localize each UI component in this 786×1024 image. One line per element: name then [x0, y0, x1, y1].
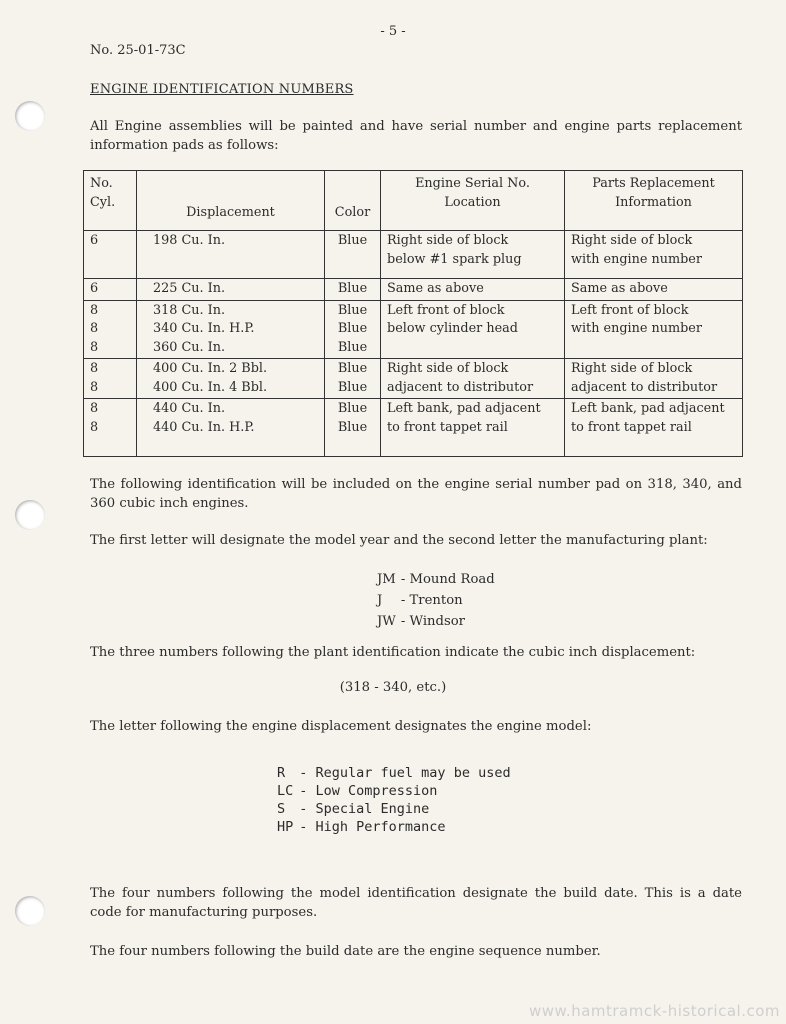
cell-parts-information: Same as above: [565, 279, 743, 301]
list-item: [277, 801, 515, 817]
list-item: [277, 765, 515, 781]
cell-color: Blue Blue: [325, 399, 381, 457]
plant-code: J: [377, 593, 383, 608]
cell-color: Blue: [325, 231, 381, 279]
cell-cyl: 8 8: [84, 359, 137, 399]
plant-code: JM: [377, 572, 396, 587]
intro-paragraph: [90, 117, 742, 155]
punch-hole-bottom: [15, 896, 45, 926]
build-date-paragraph: [90, 884, 742, 922]
three-numbers-paragraph: The three numbers following the plant identification indicate the cubic inch displacement:: [90, 645, 696, 660]
plant-name: - Trenton: [400, 593, 463, 608]
cell-cyl: 8 8 8: [84, 300, 137, 359]
cell-serial-location: Right side of block below #1 spark plug: [381, 231, 565, 279]
model-name: - Special Engine: [299, 801, 430, 817]
cell-cyl: 8 8: [84, 399, 137, 457]
table-row: [84, 231, 743, 279]
list-item: [277, 783, 515, 799]
cell-parts-information: Left front of block with engine number: [565, 300, 743, 359]
cell-parts-information: Right side of block adjacent to distributor: [565, 359, 743, 399]
list-item: [377, 591, 498, 610]
build-date-line-1: The four numbers following the model identification designate the build date. This is a date: [90, 886, 742, 901]
intro-line-1: All Engine assemblies will be painted and have serial number and engine parts replacement: [90, 119, 742, 134]
model-code: R: [277, 765, 286, 781]
letter-model-paragraph: The letter following the engine displacement designates the engine model:: [90, 719, 592, 734]
cell-parts-information: Left bank, pad adjacent to front tappet rail: [565, 399, 743, 457]
plant-codes-list: [375, 568, 500, 633]
plant-code: JW: [377, 614, 396, 629]
header-displacement: Displacement: [137, 171, 325, 231]
first-letter-paragraph: The first letter will designate the model year and the second letter the manufacturing plant:: [90, 533, 708, 548]
identification-line-1: The following identification will be included on the engine serial number pad on 318, 340, and: [90, 477, 742, 492]
model-name: - Regular fuel may be used: [299, 765, 511, 781]
cell-cyl: 6: [84, 279, 137, 301]
engine-table: [83, 170, 743, 457]
cell-serial-location: Left front of block below cylinder head: [381, 300, 565, 359]
table-row: [84, 359, 743, 399]
displacement-example: (318 - 340, etc.): [339, 680, 447, 695]
header-serial-location: Engine Serial No. Location: [381, 171, 565, 231]
header-parts-information: Parts Replacement Information: [565, 171, 743, 231]
table-header-row: [84, 171, 743, 231]
section-heading: ENGINE IDENTIFICATION NUMBERS: [90, 82, 354, 97]
watermark: www.hamtramck-historical.com: [529, 1002, 780, 1020]
model-codes-list: [275, 763, 517, 837]
header-cyl: No. Cyl.: [84, 171, 137, 231]
punch-hole-top: [15, 101, 45, 131]
cell-displacement: 198 Cu. In.: [137, 231, 325, 279]
page-number: - 5 -: [380, 24, 406, 39]
cell-cyl: 6: [84, 231, 137, 279]
model-code: S: [277, 801, 286, 817]
document-number: No. 25-01-73C: [90, 43, 186, 58]
header-color: Color: [325, 171, 381, 231]
cell-displacement: 440 Cu. In. 440 Cu. In. H.P.: [137, 399, 325, 457]
sequence-paragraph: The four numbers following the build date are the engine sequence number.: [90, 944, 601, 959]
list-item: [377, 570, 498, 589]
plant-name: - Mound Road: [400, 572, 495, 587]
table-row: [84, 279, 743, 301]
list-item: [277, 819, 515, 835]
cell-serial-location: Right side of block adjacent to distributor: [381, 359, 565, 399]
plant-name: - Windsor: [400, 614, 465, 629]
cell-displacement: 318 Cu. In. 340 Cu. In. H.P. 360 Cu. In.: [137, 300, 325, 359]
build-date-line-2: code for manufacturing purposes.: [90, 905, 318, 920]
list-item: [377, 612, 498, 631]
intro-line-2: information pads as follows:: [90, 138, 279, 153]
table-body: [84, 231, 743, 457]
cell-serial-location: Left bank, pad adjacent to front tappet rail: [381, 399, 565, 457]
punch-hole-middle: [15, 500, 45, 530]
cell-color: Blue Blue Blue: [325, 300, 381, 359]
table-row: [84, 399, 743, 457]
identification-paragraph: [90, 475, 742, 513]
cell-serial-location: Same as above: [381, 279, 565, 301]
cell-displacement: 400 Cu. In. 2 Bbl. 400 Cu. In. 4 Bbl.: [137, 359, 325, 399]
identification-line-2: 360 cubic inch engines.: [90, 496, 249, 511]
model-code: HP: [277, 819, 294, 835]
cell-displacement: 225 Cu. In.: [137, 279, 325, 301]
cell-color: Blue: [325, 279, 381, 301]
model-code: LC: [277, 783, 294, 799]
table-row: [84, 300, 743, 359]
model-name: - High Performance: [299, 819, 446, 835]
cell-parts-information: Right side of block with engine number: [565, 231, 743, 279]
cell-color: Blue Blue: [325, 359, 381, 399]
model-name: - Low Compression: [299, 783, 438, 799]
